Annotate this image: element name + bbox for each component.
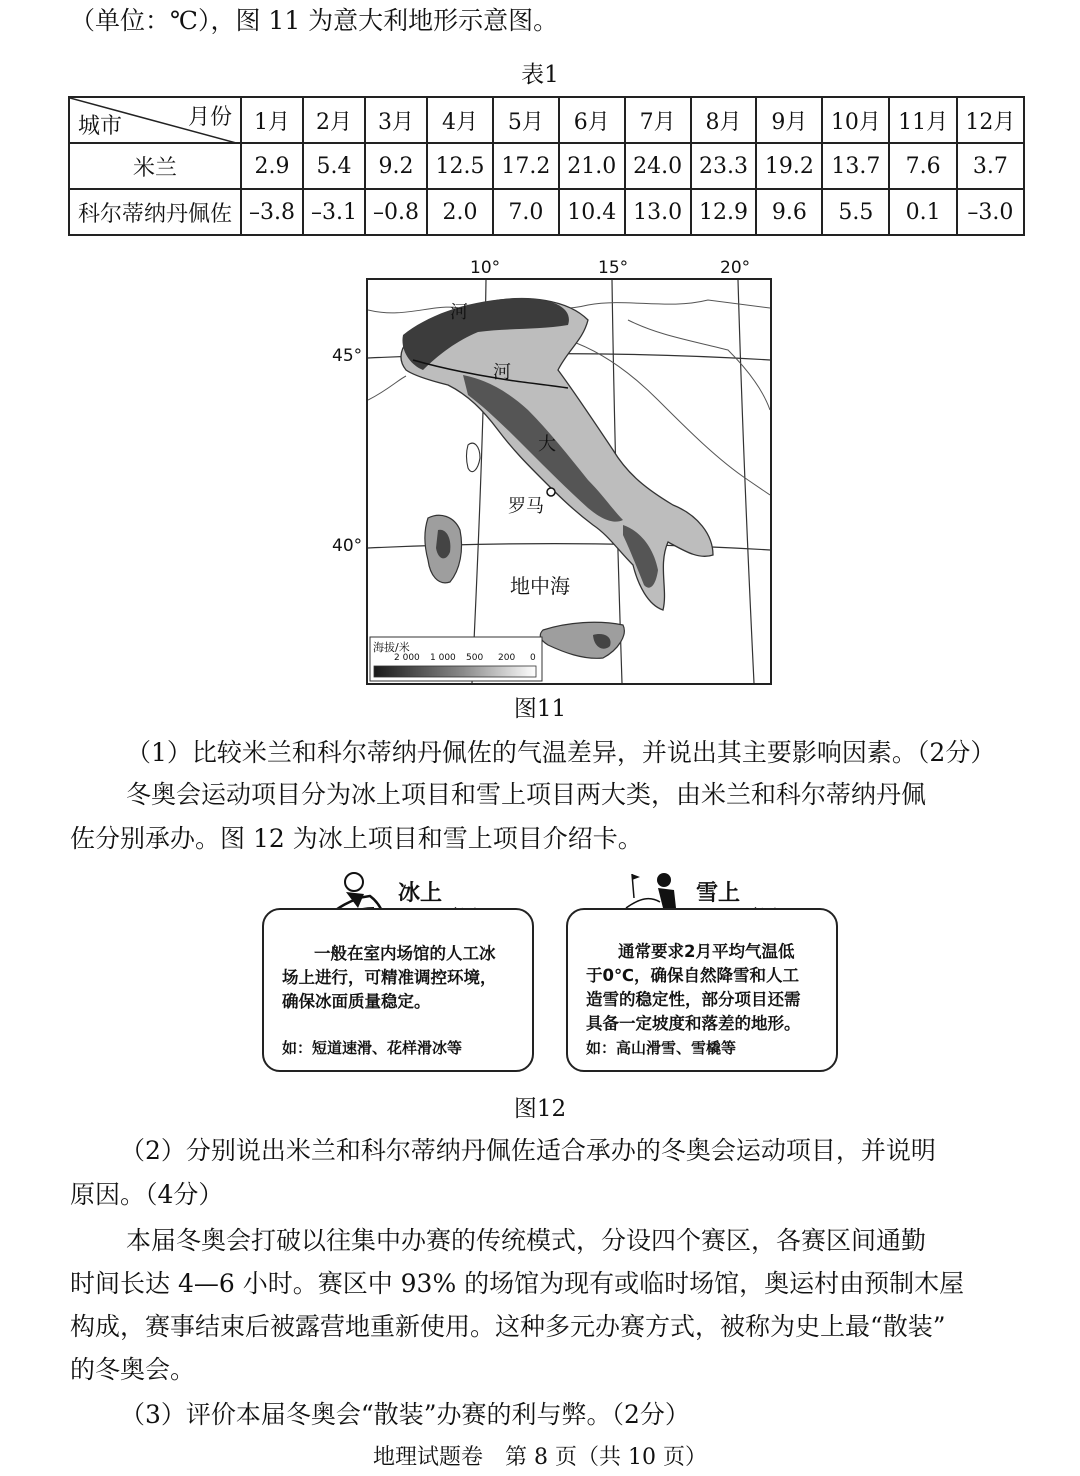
map-label-rome: 罗马 [508,496,544,517]
snow-card-line: 造雪的稳定性，部分项目还需 [586,990,801,1009]
lon-label: 15° [598,258,629,278]
legend-tick: 1 000 [430,653,456,663]
month-header: 2月 [303,97,365,143]
ice-card-line: 一般在室内场馆的人工冰 [314,944,496,963]
legend-tick: 0 [530,653,536,663]
month-header: 8月 [691,97,757,143]
table-corner-cell [69,97,241,143]
month-header: 9月 [756,97,822,143]
temperature-table [68,96,1025,236]
snow-card-line: 具备一定坡度和落差的地形。 [586,1014,801,1033]
temp-cell: 13.0 [625,189,691,235]
paragraph-1-line-1: 冬奥会运动项目分为冰上项目和雪上项目两大类，由米兰和科尔蒂纳丹佩 [126,780,927,809]
temp-cell: 3.7 [957,143,1024,189]
temp-cell: 24.0 [625,143,691,189]
month-header: 6月 [559,97,625,143]
month-header: 5月 [493,97,559,143]
temp-cell: 23.3 [691,143,757,189]
city-cell: 科尔蒂纳丹佩佐 [69,189,241,235]
table-row [69,143,1024,189]
month-header: 7月 [625,97,691,143]
temp-cell: 2.0 [427,189,493,235]
ice-card-body [282,942,518,1014]
italy-terrain-map [366,278,772,685]
map-label-big: 大 [538,434,556,455]
map-label-river-2: 河 [493,362,511,383]
paragraph-2-line-4: 的冬奥会。 [70,1355,196,1384]
intro-text: （单位：℃），图 11 为意大利地形示意图。 [70,6,559,35]
legend-title: 海拔/米 [373,641,410,654]
temp-cell: 5.5 [822,189,889,235]
temp-cell: 13.7 [822,143,889,189]
temp-cell: –3.8 [241,189,303,235]
ice-sports-card [262,908,534,1072]
city-cell: 米兰 [69,143,241,189]
lat-label: 45° [332,346,363,366]
paragraph-2-line-2: 时间长达 4—6 小时。赛区中 93% 的场馆为现有或临时场馆，奥运村由预制木屋 [70,1269,965,1298]
legend-tick: 200 [498,653,516,663]
ice-card-example: 如：短道速滑、花样滑冰等 [282,1039,463,1057]
snow-sports-card [566,908,838,1072]
table-header-row [69,97,1024,143]
lon-label: 10° [470,258,501,278]
temp-cell: 7.0 [493,189,559,235]
legend-tick: 500 [466,653,484,663]
question-1: （1）比较米兰和科尔蒂纳丹佩佐的气温差异，并说出其主要影响因素。（2分） [126,738,996,767]
snow-card-line: 于0℃，确保自然降雪和人工 [586,966,799,985]
temp-cell: 9.2 [365,143,427,189]
snow-card-example: 如：高山滑雪、雪橇等 [586,1039,737,1057]
temp-cell: 19.2 [756,143,822,189]
month-header: 10月 [822,97,889,143]
legend-tick: 2 000 [394,653,420,663]
ice-card-line: 场上进行，可精准调控环境， [282,968,497,987]
temp-cell: 12.5 [427,143,493,189]
question-3: （3）评价本届冬奥会“散装”办赛的利与弊。（2分） [120,1400,690,1429]
temp-cell: 17.2 [493,143,559,189]
corner-city-label: 城市 [78,114,123,139]
map-drawing [368,280,770,683]
temp-cell: 10.4 [559,189,625,235]
map-label-sea: 地中海 [510,574,570,598]
lat-label: 40° [332,536,363,556]
paragraph-2-line-3: 构成，赛事结束后被露营地重新使用。这种多元办赛方式，被称为史上最“散装” [70,1312,946,1341]
lon-label: 20° [720,258,751,278]
page-footer: 地理试题卷 第 8 页（共 10 页） [373,1445,707,1470]
temp-cell: –3.0 [957,189,1024,235]
map-label-river: 河 [450,302,468,323]
map-caption: 图11 [513,696,567,722]
month-header: 11月 [889,97,956,143]
question-2-line-1: （2）分别说出米兰和科尔蒂纳丹佩佐适合承办的冬奥会运动项目，并说明 [120,1136,936,1165]
paragraph-2-line-1: 本届冬奥会打破以往集中办赛的传统模式，分设四个赛区，各赛区间通勤 [126,1226,927,1255]
ice-card-line: 确保冰面质量稳定。 [282,992,431,1011]
snow-card-line: 通常要求2月平均气温低 [618,942,795,961]
month-header: 4月 [427,97,493,143]
month-header: 1月 [241,97,303,143]
temp-cell: 5.4 [303,143,365,189]
cards-caption: 图12 [513,1096,567,1122]
snow-card-title-1: 雪上 [696,881,741,906]
temp-cell: 12.9 [691,189,757,235]
question-2-line-2: 原因。（4分） [70,1180,224,1209]
table-row [69,189,1024,235]
ice-card-title-1: 冰上 [398,881,443,906]
table-caption: 表1 [521,62,559,88]
temp-cell: –3.1 [303,189,365,235]
temp-cell: –0.8 [365,189,427,235]
temp-cell: 2.9 [241,143,303,189]
temp-cell: 7.6 [889,143,956,189]
month-header: 12月 [957,97,1024,143]
snow-card-body [586,940,822,1036]
temp-cell: 21.0 [559,143,625,189]
month-header: 3月 [365,97,427,143]
corner-month-label: 月份 [187,105,232,130]
temp-cell: 9.6 [756,189,822,235]
temp-cell: 0.1 [889,189,956,235]
paragraph-1-line-2: 佐分别承办。图 12 为冰上项目和雪上项目介绍卡。 [70,824,643,853]
